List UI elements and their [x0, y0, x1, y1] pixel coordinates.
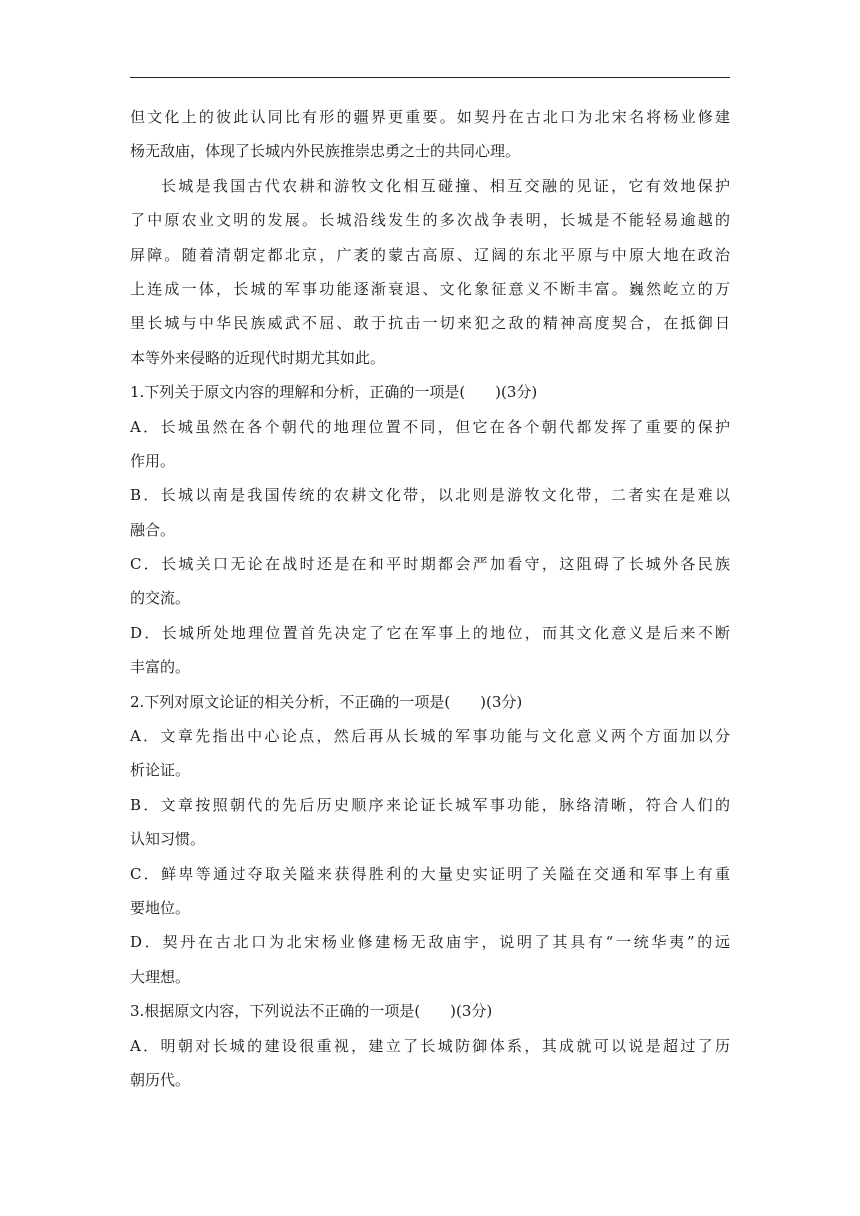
document-body	[130, 100, 730, 1097]
option-line: C．长城关口无论在战时还是在和平时期都会严加看守，这阻碍了长城外各民族	[130, 555, 730, 574]
option-line: 丰富的。	[130, 658, 191, 677]
text-line: 长城是我国古代农耕和游牧文化相互碰撞、相互交融的见证，它有效地保护	[161, 176, 730, 195]
text-line: 了中原农业文明的发展。长城沿线发生的多次战争表明，长城是不能轻易逾越的	[130, 211, 730, 230]
option-a	[130, 410, 730, 479]
question-stem: 3.根据原文内容，下列说法不正确的一项是( )(3分)	[130, 1002, 493, 1021]
option-a	[130, 1029, 730, 1098]
question-3	[130, 994, 730, 1097]
option-line: A．文章先指出中心论点，然后再从长城的军事功能与文化意义两个方面加以分	[130, 727, 730, 746]
text-line: 但文化上的彼此认同比有形的疆界更重要。如契丹在古北口为北宋名将杨业修建	[130, 108, 730, 126]
option-line: C．鲜卑等通过夺取关隘来获得胜利的大量史实证明了关隘在交通和军事上有重	[130, 864, 730, 883]
option-line: 认知习惯。	[130, 830, 206, 849]
passage-paragraph-2	[130, 169, 730, 375]
option-b	[130, 788, 730, 857]
option-b	[130, 478, 730, 547]
option-d	[130, 925, 730, 994]
option-line: B．文章按照朝代的先后历史顺序来论证长城军事功能，脉络清晰，符合人们的	[130, 795, 730, 814]
option-line: A．长城虽然在各个朝代的地理位置不同，但它在各个朝代都发挥了重要的保护	[130, 417, 730, 436]
option-line: A．明朝对长城的建设很重视，建立了长城防御体系，其成就可以说是超过了历	[130, 1036, 730, 1055]
text-line: 上连成一体，长城的军事功能逐渐衰退、文化象征意义不断丰富。巍然屹立的万	[130, 279, 730, 298]
header-rule	[130, 77, 730, 78]
text-line: 里长城与中华民族威武不屈、敢于抗击一切来犯之敌的精神高度契合，在抵御日	[130, 314, 730, 333]
question-stem: 1.下列关于原文内容的理解和分析，正确的一项是( )(3分)	[130, 383, 538, 402]
option-d	[130, 616, 730, 685]
option-line: 的交流。	[130, 589, 191, 608]
option-a	[130, 719, 730, 788]
option-line: D．契丹在古北口为北宋杨业修建杨无敌庙宇，说明了其具有“一统华夷”的远	[130, 933, 730, 952]
question-stem: 2.下列对原文论证的相关分析，不正确的一项是( )(3分)	[130, 692, 523, 711]
text-line: 杨无敌庙，体现了长城内外民族推崇忠勇之士的共同心理。	[130, 142, 521, 161]
option-line: 析论证。	[130, 761, 191, 780]
option-line: 作用。	[130, 451, 176, 470]
option-line: 要地位。	[130, 898, 191, 917]
question-1	[130, 375, 730, 685]
option-line: 大理想。	[130, 967, 191, 986]
option-line: 朝历代。	[130, 1070, 191, 1089]
option-c	[130, 857, 730, 926]
text-line: 屏障。随着清朝定都北京，广袤的蒙古高原、辽阔的东北平原与中原大地在政治	[130, 245, 730, 264]
option-line: D．长城所处地理位置首先决定了它在军事上的地位，而其文化意义是后来不断	[130, 623, 730, 642]
option-line: 融合。	[130, 520, 176, 539]
option-line: B．长城以南是我国传统的农耕文化带，以北则是游牧文化带，二者实在是难以	[130, 486, 730, 505]
question-2	[130, 685, 730, 995]
passage-paragraph-1	[130, 100, 730, 169]
option-c	[130, 547, 730, 616]
text-line: 本等外来侵略的近现代时期尤其如此。	[130, 348, 386, 367]
